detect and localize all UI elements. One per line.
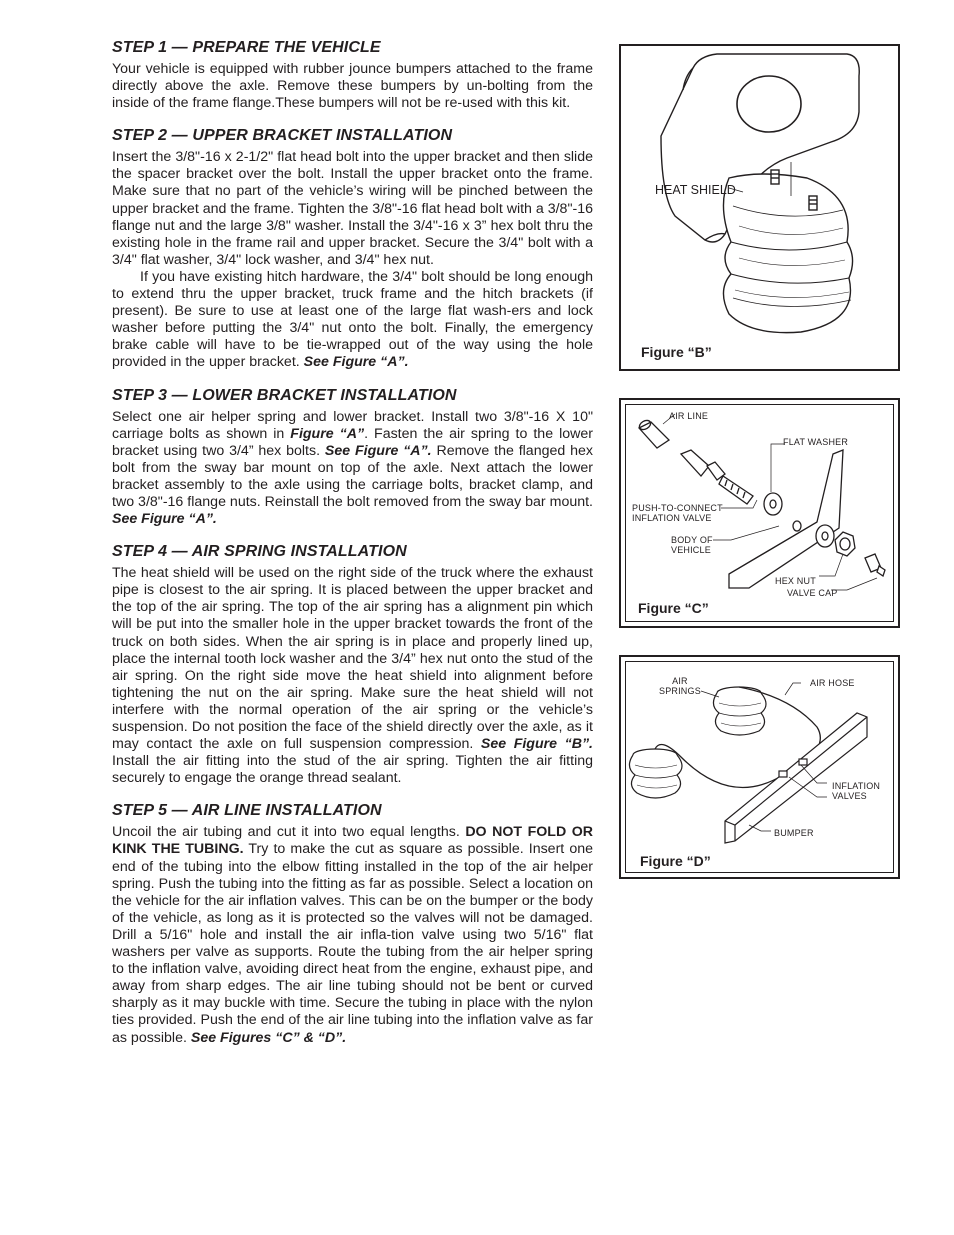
figure-b [619,44,900,371]
step-2-paragraph [112,149,593,269]
push-to-connect-line-2: INFLATION VALVE [632,513,712,523]
step-1-paragraph [112,61,593,112]
figure-reference: Figure “A” [290,425,365,442]
figure-reference: See Figures “C” & “D”. [190,1029,347,1046]
air-springs-line-2: SPRINGS [659,686,701,696]
body-text: Insert the 3/8"-16 x 2-1/2" flat head bolt into the upper bracket and then slide the spacer bracket over the bolt. Install the upper bracket onto the frame. Make sure that no part of the vehicle’s wiring will be pinched between the upper bracket and the frame. Tighten the 3/8"-16 flat head bolt with a 3/8"-16 flange nut and the large 3/8" washer. Install the 3/4"-16 x 3” hex bolt thru the existing hole in the frame rail and upper bracket. Secure the 3/4" bolt with a 3/4" flat washer, 3/4" lock washer, and 3/4" hex nut. [112,149,593,268]
step-2-section [112,126,593,371]
body-text: Install the air fitting into the stud of the air spring. Tighten the air fitting securely to engage the orange thread sealant. [112,753,593,787]
step-1-section [112,38,593,112]
air-springs-label [659,676,701,696]
air-hose-label: AIR HOSE [810,678,855,688]
inflation-valves-line-1: INFLATION [832,781,881,791]
step-3-section [112,386,593,529]
figure-c [619,398,900,628]
body-of-vehicle-line-2: VEHICLE [671,545,711,555]
step-5-heading: STEP 5 — AIR LINE INSTALLATION [112,802,382,820]
step-3-paragraph [112,409,593,529]
step-3-heading: STEP 3 — LOWER BRACKET INSTALLATION [112,386,457,404]
body-of-vehicle-label [671,535,713,555]
body-text: Uncoil the air tubing and cut it into two equal lengths. [112,824,466,841]
air-springs-line-1: AIR [672,676,688,686]
body-text: If you have existing hitch hardware, the 3/4" bolt should be long enough to extend thru the upper bracket, truck frame and the hitch brackets (if present). Be sure to use at least one of the large flat wash-ers and lock washer before putting the 3/4" nut onto the bolt. Finally, the emergency brake cable will have to be tie-wrapped out of the way using the hole provided in the upper bracket. [112,268,593,371]
figure-reference: See Figure “B”. [480,736,593,753]
step-4-section [112,542,593,787]
body-text: Remove the flanged hex bolt from the sway bar mount on top of the axle. Next attach the lower bracket assembly to the axle using the carriage bolts, bracket clamp, and two 3/8"-16 flange nuts. Reinstall the bolt removed from the sway bar mount. [112,442,593,510]
body-text: Your vehicle is equipped with rubber jounce bumpers attached to the frame directly above the axle. Remove these bumpers by un-bolting from the inside of the frame flange.These bumpers will not be re-used with this kit. [112,61,593,112]
warning-text: DO NOT FOLD OR KINK THE TUBING. [112,824,593,858]
push-to-connect-line-1: PUSH-TO-CONNECT [632,503,723,513]
figure-reference: See Figure “A”. [303,354,409,371]
step-2-heading: STEP 2 — UPPER BRACKET INSTALLATION [112,127,453,145]
figure-d [619,655,900,879]
flat-washer-label: FLAT WASHER [783,437,849,447]
figure-c-caption: Figure “C” [638,600,709,616]
step-4-paragraph [112,565,593,787]
body-text: The heat shield will be used on the right side of the truck where the exhaust pipe is closest to the air spring. It is placed between the upper bracket and the top of the air spring. The top of the air spring has a alignment pin which will be put into the smaller hole in the upper bracket towards the front of the truck on both sides. When the air spring is in place and properly lined up, place the internal tooth lock washer and the 3/4” hex nut onto the stud of the air spring. On the right side move the heat shield into alignment before tightening the nut on the air spring. Make sure the heat shield will not interfere with the normal operation of the air spring or the vehicle’s suspension. Do not position the face of the shield directly over the axle, as it may contact the axle on full suspension compression. [112,565,593,753]
bumper-label: BUMPER [774,828,814,838]
figure-d-caption: Figure “D” [640,853,711,869]
hex-nut-label: HEX NUT [775,576,816,586]
heat-shield-illustration [621,46,898,369]
step-1-heading: STEP 1 — PREPARE THE VEHICLE [112,39,381,56]
body-text: . Fasten the air spring to the lower bracket using two 3/4” hex bolts. [112,425,593,459]
step-4-heading: STEP 4 — AIR SPRING INSTALLATION [112,543,407,561]
air-line-label: AIR LINE [669,411,709,421]
body-text: Select one air helper spring and lower bracket. Install two 3/8"-16 X 10" carriage bolts as shown in [112,408,593,442]
push-to-connect-label [632,503,723,523]
figure-reference: See Figure “A”. [112,511,217,528]
body-text: Try to make the cut as square as possible. Insert one end of the tubing into the elbow fitting installed in the top of the air helper spring. Push the tubing into the fitting as far as possible. Select a location on the vehicle for the air inflation valves. This can be on the bumper or the body of the vehicle, as long as it is protected so the valves will not be damaged. Drill a 5/16" hole and install the air infla-tion valve using two 5/16" flat washers per valve as supports. Route the tubing from the air helper spring to the inflation valve, avoiding direct heat from the engine, exhaust pipe, and away from sharp edges. The air line tubing should not be bent or curved sharply as it may buckle with time. Secure the tubing in place with the nylon ties provided. Push the end of the air line tubing into the inflation valve as far as possible. [112,841,594,1046]
inflation-valves-line-2: VALVES [832,791,867,801]
body-of-vehicle-line-1: BODY OF [671,535,713,545]
inflation-valves-label [832,781,880,801]
instructions-column [112,38,593,1061]
step-5-section [112,801,593,1046]
valve-cap-label: VALVE CAP [787,588,838,598]
figure-reference: See Figure “A”. [324,442,432,459]
figure-b-caption: Figure “B” [641,344,712,360]
step-5-paragraph [112,824,593,1046]
heat-shield-label: HEAT SHIELD [655,183,736,197]
step-2-paragraph [112,269,593,372]
